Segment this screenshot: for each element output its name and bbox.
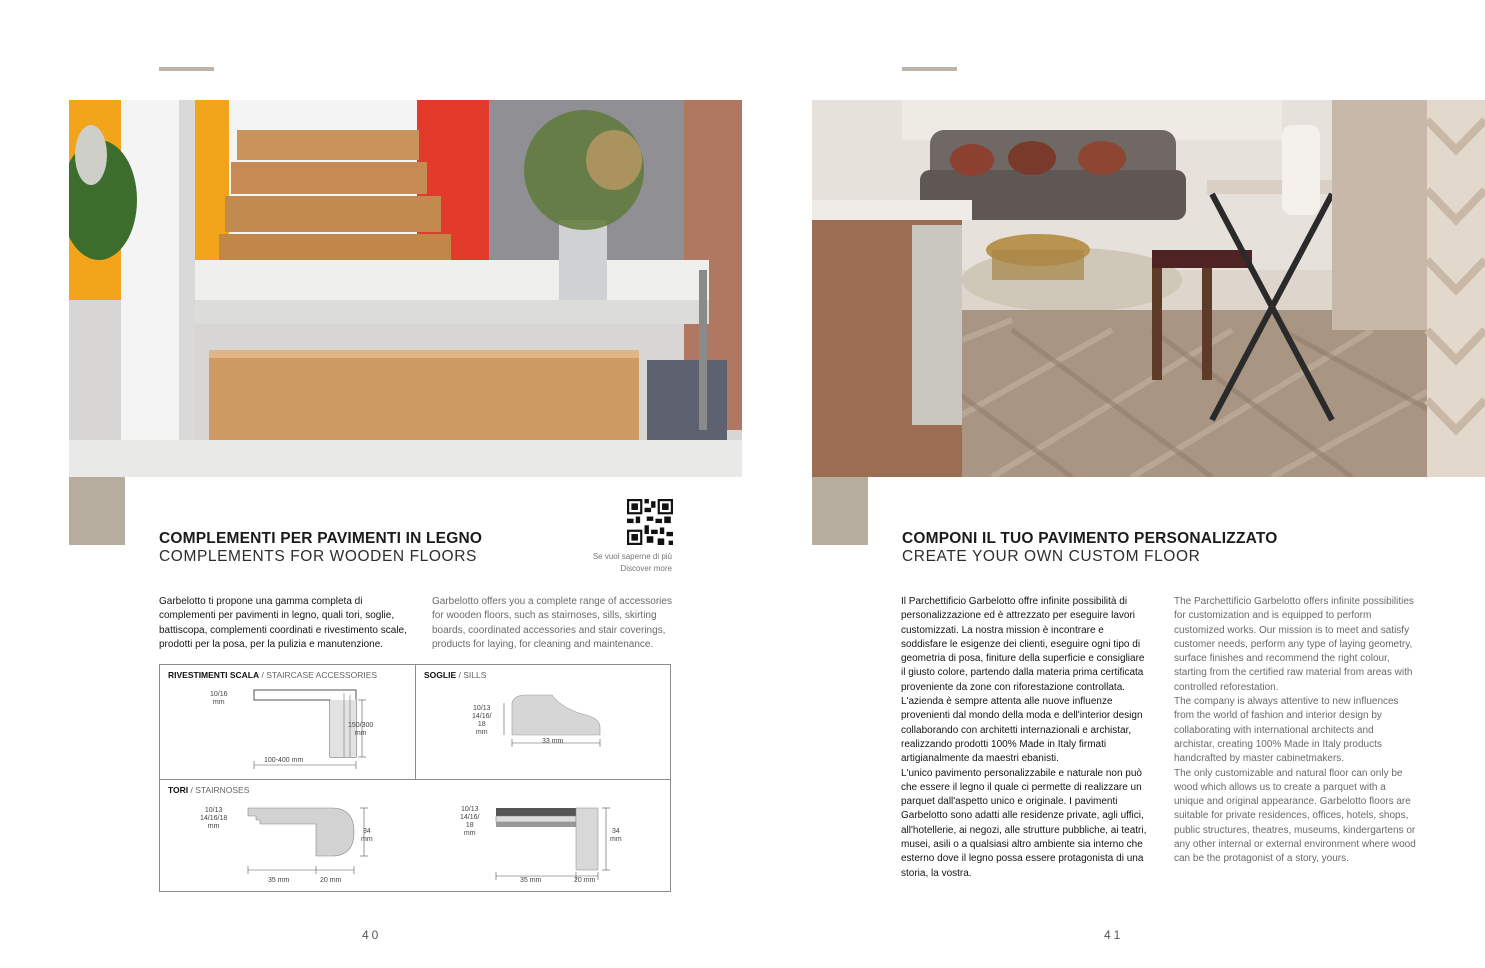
body-text-en: Garbelotto offers you a complete range of accessories for wooden floors, such as stairnoses, sills, skirting boards, coordinated accessories and stair coverings, products for laying, for cleaning and maintenance.: [432, 596, 672, 650]
spec-table: [159, 664, 671, 892]
stairnose-a-thickness-dim: 10/13 14/16/18 mm: [200, 807, 228, 830]
right-page: [742, 0, 1485, 968]
stairnoses-label: TORI / STAIRNOSES: [168, 785, 250, 795]
taupe-accent-block: [812, 477, 868, 545]
page-number: 41: [1104, 928, 1124, 942]
qr-caption-en: Discover more: [620, 563, 672, 573]
stairnose-b-width-2-dim: 20 mm: [574, 877, 596, 884]
body-text-it: Garbelotto ti propone una gamma completa di complementi per pavimenti in legno, quali tori, soglie, battiscopa, complementi coordinati e rivestimento scale, prodotti per la posa, per la pulizia e manutenzione.: [159, 596, 407, 650]
wooden-staircase-photo: [69, 100, 742, 477]
body-paragraph: The only customizable and natural floor can only be wood which allows us to create a parquet with a unique and original appearance. Garbelotto floors are suitable for private residences, offices, hotels, shops, public structures, theatres, museums, kindergartens or any other internal or external environment where wood can be the protagonist of a story, yours.: [1174, 767, 1416, 865]
stairnose-a-width-1-dim: 35 mm: [268, 877, 290, 884]
stairnose-profile-drawings: [160, 780, 670, 891]
body-paragraph: Il Parchettificio Garbelotto offre infinite possibilità di personalizzazione ed è attrezzato per eseguire lavori customizzati. La nostra mission è incontrare e soddisfare le esigenze dei clienti, eseguire ogni tipo di geometria di posa, finiture della superficie e consigliare il giusto colore, partendo dalla materia prima certificata proveniente da zone con riforestazione controllata.: [901, 596, 1145, 693]
body-text-en: [1174, 595, 1416, 867]
body-paragraph: The Parchettificio Garbelotto offers infinite possibilities for customization and is equipped to perform customized works. Our mission is to meet and satisfy customer needs, perform any type of laying geometry, surface finishes and recommend the right colour, starting from the certified raw material from areas with controlled reforestation.: [1174, 596, 1414, 693]
taupe-accent-block: [69, 477, 125, 545]
stairnose-b-thickness-dim: 10/13 14/16/ 18 mm: [460, 806, 480, 837]
accent-rule: [159, 67, 214, 71]
stairnose-b-height-dim: 34 mm: [610, 828, 622, 843]
stairnose-a-height-dim: 34 mm: [361, 828, 373, 843]
stair-cell: [160, 665, 416, 780]
qr-caption-it: Se vuoi saperne di più: [592, 552, 672, 561]
section-title-it: COMPLEMENTI PER PAVIMENTI IN LEGNO: [159, 530, 483, 547]
sill-profile-drawing: [416, 665, 670, 780]
body-paragraph: L'unico pavimento personalizzabile e naturale non può che essere il legno il quale ci permette di realizzare un parquet dall'aspetto unico e originale. I pavimenti Garbelotto sono adatti alle residenze private, agli uffici, all'hotellerie, ai negozi, alle strutture pubbliche, ai teatri, musei, asili o a qualsiasi altro ambiente sia interno che esterno dove il legno possa essere protagonista di una storia, la vostra.: [901, 767, 1147, 879]
sills-cell: [416, 665, 670, 780]
stair-depth-dim: 100-400 mm: [264, 757, 304, 764]
stairnose-a-width-2-dim: 20 mm: [320, 877, 342, 884]
stair-label: RIVESTIMENTI SCALA / STAIRCASE ACCESSORIES: [168, 670, 378, 680]
accent-rule: [902, 67, 957, 71]
living-room-herringbone-floor-photo: [812, 100, 1485, 477]
body-text-it: [901, 595, 1147, 881]
qr-code-icon[interactable]: [627, 499, 673, 545]
stair-height-dim: 150/300 mm: [348, 722, 374, 737]
left-page: [0, 0, 742, 968]
page-number: 40: [362, 928, 382, 942]
stair-thickness-dim: 10/16 mm: [210, 691, 228, 706]
section-title-en: CREATE YOUR OWN CUSTOM FLOOR: [902, 548, 1201, 565]
sills-label: SOGLIE / SILLS: [424, 670, 487, 680]
stairnose-b-width-1-dim: 35 mm: [520, 877, 542, 884]
body-paragraph: The company is always attentive to new influences from the world of fashion and interior design by collaborating with international architects and archistar, creating 100% Made in Italy products handcrafted by master cabinetmakers.: [1174, 696, 1399, 765]
sill-width-dim: 33 mm: [542, 738, 564, 745]
section-title-en: COMPLEMENTS FOR WOODEN FLOORS: [159, 548, 477, 565]
section-title-it: COMPONI IL TUO PAVIMENTO PERSONALIZZATO: [902, 530, 1278, 547]
sill-thickness-dim: 10/13 14/16/ 18 mm: [472, 705, 492, 736]
body-paragraph: L'azienda è sempre attenta alle nuove influenze provenienti dal mondo della moda e dell'interior design collaborando con architetti internazionali e archistar, realizzando prodotti 100% Made in Italy firmati artigianalmente da maestri ebanisti.: [901, 696, 1143, 765]
stairnoses-cell: [160, 780, 670, 891]
qr-caption: [593, 551, 672, 574]
